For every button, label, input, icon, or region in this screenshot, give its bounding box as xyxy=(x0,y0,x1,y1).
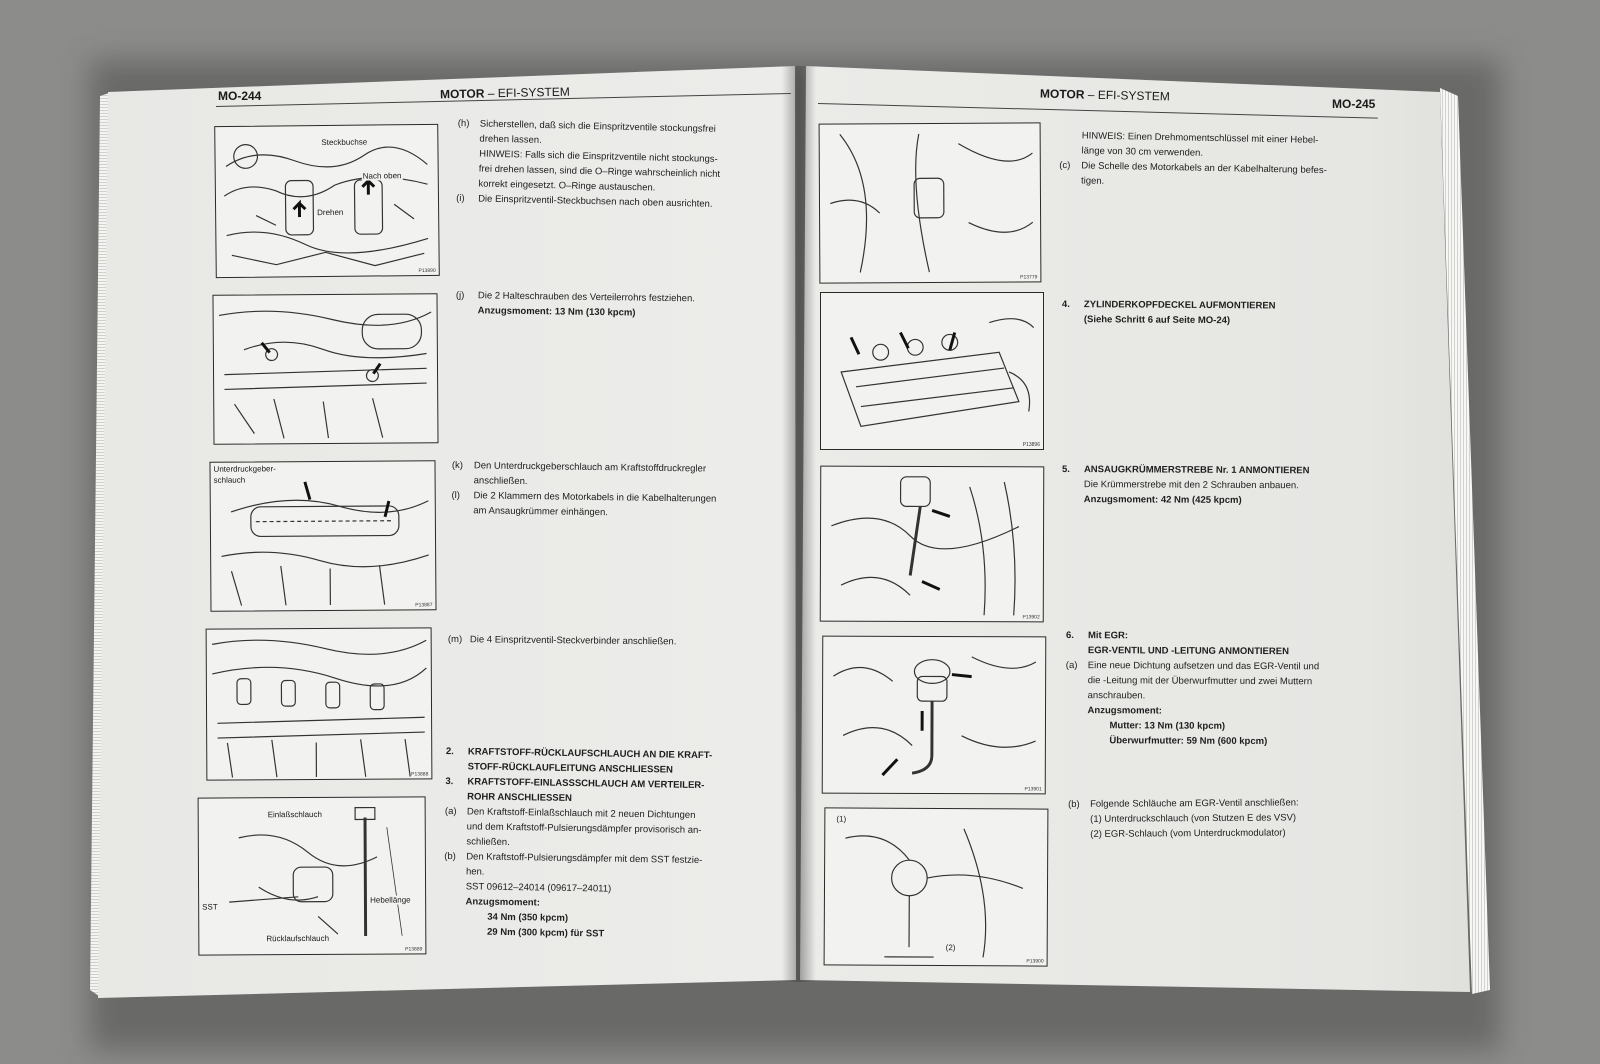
left-page-number: MO-244 xyxy=(218,89,262,103)
figure-injector-connectors xyxy=(206,627,433,780)
label-sst: SST xyxy=(202,902,218,912)
right-page-number: MO-245 xyxy=(1332,97,1376,111)
figure-vacuum-hose xyxy=(209,460,436,612)
figure-code: P13888 xyxy=(411,771,429,778)
step-m: (m) Die 4 Einspritzventil-Steckverbinder anschließen. xyxy=(447,633,677,648)
label-unterdruckgeber: Unterdruckgeber- xyxy=(213,464,276,474)
figure-manifold-stay xyxy=(820,466,1045,623)
label-steckbuchse: Steckbuchse xyxy=(321,137,368,148)
figure-cable-clamp xyxy=(819,122,1042,283)
steps-2-3: 2. KRAFTSTOFF-RÜCKLAUFSCHLAUCH AN DIE KRAFT- STOFF-RÜCKLAUFLEITUNG ANSCHLIESSEN 3. KRAFTSTOFF-EINLASSSCHLAUCH AM VERTEILER- ROHR ANSCHLIESSEN (a) Den Kraftstoff-Einlaßschlauch mit 2 neuen Dichtungen und dem Kraftstoff-Pulsierungsdämpfer provisorisch an- schließen. (b) Den Kraftstoff-Pulsierungsdämpfer mit dem SST festzie- hen. SST 09612–24014 (09617–24011) Anzugsmoment: 34 Nm (350 kpcm) 29 Nm (300 kpcm) für SST xyxy=(444,745,713,940)
step-h: (h) Sicherstellen, daß sich die Einspritzventile stockungsfrei drehen lassen. HINWEIS: Falls sich die Einspritzventile nicht stockungs- frei drehen lassen, sind die O–Ringe wahrscheinlich nicht korrekt eingesetzt. O–Ringe austauschen. (i) Die Einspritzventil-Steckbuchsen nach oben ausrichten. xyxy=(456,117,721,210)
figure-code: P13779 xyxy=(1020,274,1038,281)
label-schlauch: schlauch xyxy=(213,475,246,485)
figure-code: P13896 xyxy=(1022,442,1040,448)
head-cover-drawing xyxy=(821,293,1043,449)
label-drehen: Drehen xyxy=(317,207,344,218)
fuel-inlet-drawing xyxy=(199,797,426,954)
manifold-stay-drawing xyxy=(821,467,1044,622)
figure-egr-valve xyxy=(822,636,1047,795)
step-j: (j) Die 2 Halteschrauben des Verteilerrohrs festziehen. Anzugsmoment: 13 Nm (130 kpcm) xyxy=(455,289,695,319)
note-and-step-c: HINWEIS: Einen Drehmomentschlüssel mit einer Hebel- länge von 30 cm verwenden. (c) Die Schelle des Motorkabels an der Kabelhalterung befes- tigen. xyxy=(1059,130,1327,187)
figure-cylinder-head-cover xyxy=(820,292,1044,450)
label-einlassschlauch: Einlaßschlauch xyxy=(267,809,322,820)
label-2: (2) xyxy=(945,943,956,953)
egr-hoses-drawing xyxy=(825,808,1048,965)
egr-valve-drawing xyxy=(823,637,1046,794)
figure-egr-hoses xyxy=(824,807,1049,966)
cable-clamp-drawing xyxy=(820,123,1041,282)
right-section-title: MOTOR – EFI-SYSTEM xyxy=(1039,86,1170,104)
figure-code: P13902 xyxy=(1022,614,1040,621)
left-section-title: MOTOR – EFI-SYSTEM xyxy=(439,84,570,102)
figure-code: P13901 xyxy=(1024,786,1042,793)
step-4: 4. ZYLINDERKOPFDECKEL AUFMONTIEREN (Siehe Schritt 6 auf Seite MO-24) xyxy=(1061,298,1276,327)
label-nach-oben: Nach oben xyxy=(362,171,402,181)
figure-code: P13887 xyxy=(415,602,433,609)
injector-drawing xyxy=(215,125,439,277)
figure-injector-rotation xyxy=(214,124,440,278)
step-b-hoses: (b) Folgende Schläuche am EGR-Ventil anschließen: (1) Unterdruckschlauch (von Stutzen E des VSV) (2) EGR-Schlauch (vom Unterdruckmodulator) xyxy=(1068,797,1299,840)
figure-delivery-pipe-bolts xyxy=(212,293,438,445)
figure-code: P13890 xyxy=(418,267,436,275)
label-1: (1) xyxy=(836,814,847,824)
figure-code: P13900 xyxy=(1026,958,1044,965)
label-ruecklaufschlauch: Rücklaufschlauch xyxy=(266,933,330,944)
connectors-drawing xyxy=(207,628,432,779)
step-k-l: (k) Den Unterdruckgeberschlauch am Kraftstoffdruckregler anschließen. (l) Die 2 Klammern des Motorkabels in die Kabelhalterungen am Ansaugkrümmer einhängen. xyxy=(451,459,717,519)
label-hebellaenge: Hebellänge xyxy=(370,895,411,905)
delivery-pipe-drawing xyxy=(213,294,437,444)
step-6: 6. Mit EGR: EGR-VENTIL UND -LEITUNG ANMONTIEREN (a) Eine neue Dichtung aufsetzen und das EGR-Ventil und die -Leitung mit der Überwurfmutter und zwei Muttern anschrauben. Anzugsmoment: Mutter: 13 Nm (130 kpcm) Überwurfmutter: 59 Nm (600 kpcm) xyxy=(1065,630,1320,748)
book-gutter xyxy=(782,66,816,982)
step-5: 5. ANSAUGKRÜMMERSTREBE Nr. 1 ANMONTIEREN Die Krümmerstrebe mit den 2 Schrauben anbauen. Anzugsmoment: 42 Nm (425 kpcm) xyxy=(1061,463,1310,506)
figure-fuel-inlet-hose xyxy=(198,796,427,955)
figure-code: P13889 xyxy=(405,946,423,953)
